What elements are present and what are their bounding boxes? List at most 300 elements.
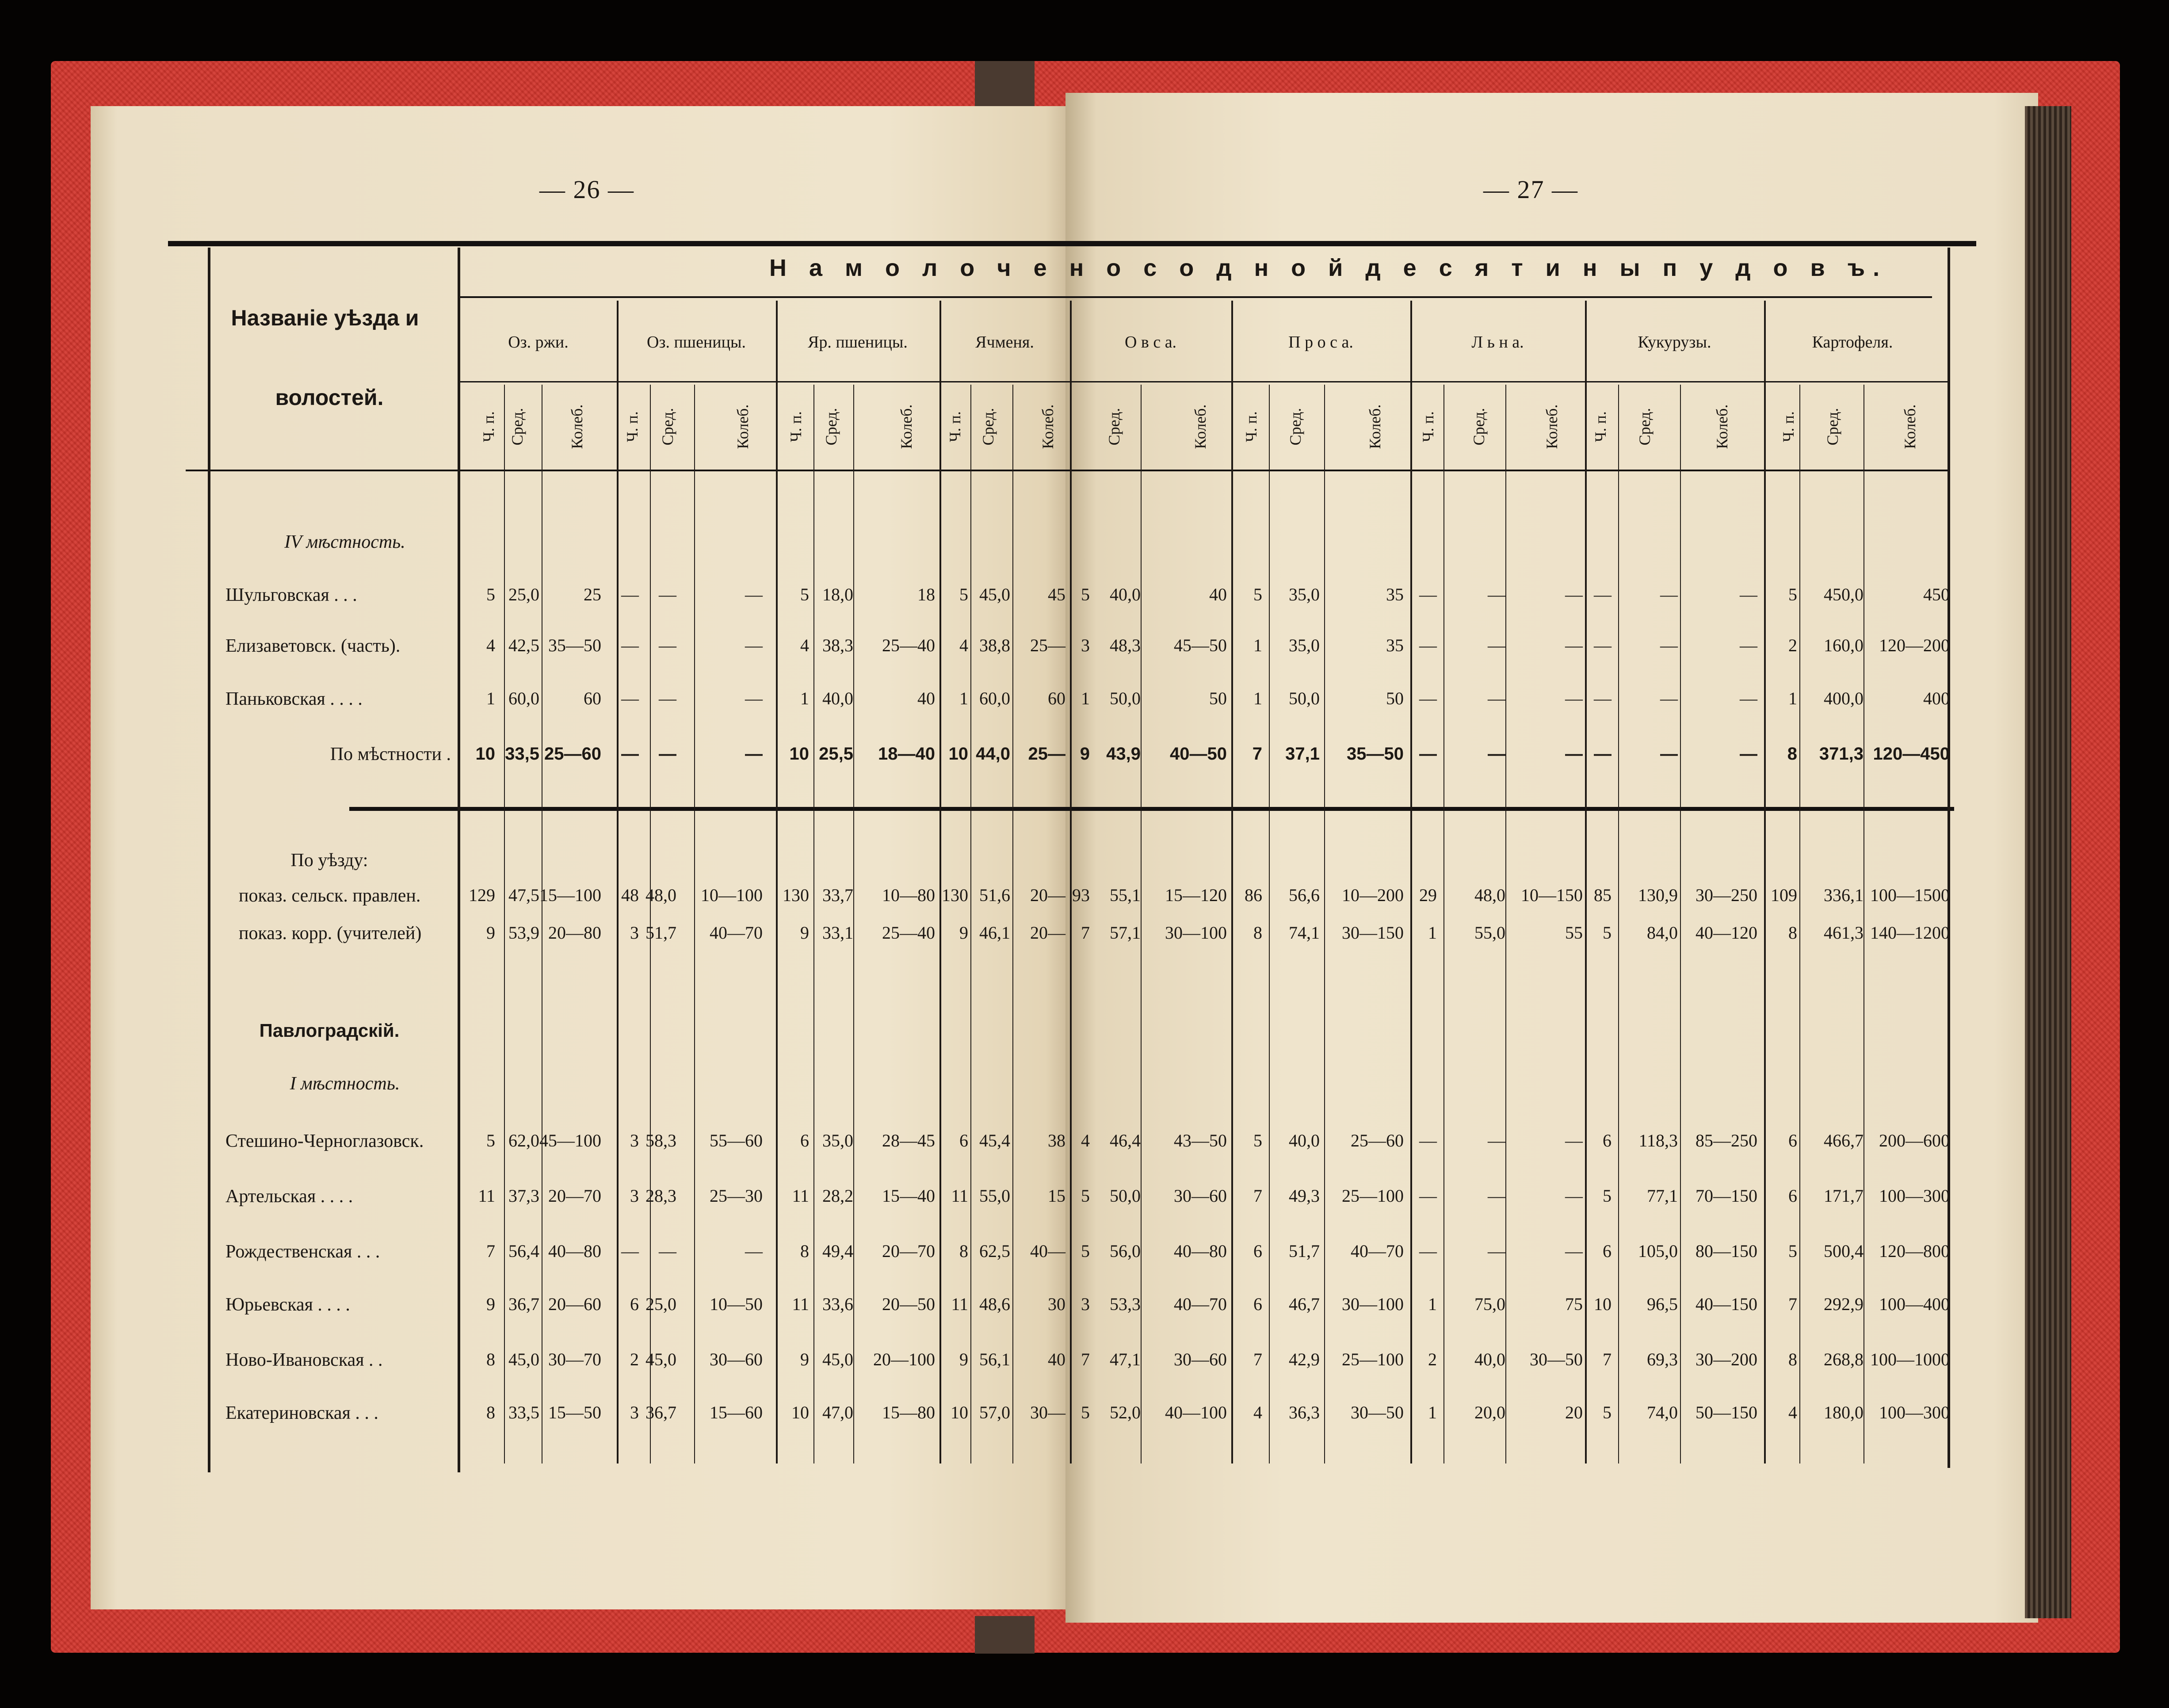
table-cell: 5 xyxy=(1253,1131,1262,1150)
table-cell: 45,0 xyxy=(822,1349,853,1369)
table-cell: 33,5 xyxy=(508,1402,539,1422)
table-cell: 30—150 xyxy=(1342,923,1404,943)
table-cell: 50,0 xyxy=(1289,688,1320,708)
left-page xyxy=(91,106,1072,1609)
table-cell: 40 xyxy=(1048,1349,1065,1369)
table-cell: 4 xyxy=(486,635,495,655)
column-group-header: Ячменя. xyxy=(975,333,1034,352)
row-label: Павлоградскій. xyxy=(259,1020,400,1041)
subcolumn-divider xyxy=(1799,385,1800,1463)
table-cell: 10—100 xyxy=(701,885,763,905)
top-rule xyxy=(168,241,1976,246)
table-cell: 28,3 xyxy=(645,1186,676,1206)
table-cell: 15—50 xyxy=(548,1402,601,1422)
group-divider xyxy=(617,301,619,1463)
table-cell: 130 xyxy=(942,885,968,905)
table-cell: 130,9 xyxy=(1638,885,1678,905)
table-cell: 40—80 xyxy=(1174,1241,1227,1261)
table-cell: — xyxy=(1594,585,1611,604)
right-border xyxy=(1948,248,1950,1468)
table-cell: — xyxy=(1419,1131,1437,1150)
table-cell: — xyxy=(1488,744,1505,764)
table-cell: 3 xyxy=(630,1402,639,1422)
table-cell: 268,8 xyxy=(1824,1349,1864,1369)
table-cell: 6 xyxy=(1253,1241,1262,1261)
table-cell: 7 xyxy=(1253,1349,1262,1369)
table-cell: 25—100 xyxy=(1342,1186,1404,1206)
table-cell: 8 xyxy=(1788,1349,1797,1369)
table-cell: 25,0 xyxy=(508,585,539,604)
row-label: Елизаветовск. (часть). xyxy=(225,636,401,656)
table-cell: 30—70 xyxy=(548,1349,601,1369)
table-cell: 86 xyxy=(1245,885,1262,905)
table-cell: 1 xyxy=(486,688,495,708)
table-cell: 10 xyxy=(475,744,495,764)
table-cell: 7 xyxy=(1081,923,1090,943)
subcolumn-divider xyxy=(1618,385,1619,1463)
subcolumn-header-range: Колеб. xyxy=(1713,404,1731,449)
table-cell: 45—100 xyxy=(539,1131,601,1150)
table-cell: 100—300 xyxy=(1879,1186,1950,1206)
row-label: Стешино-Черноглазовск. xyxy=(225,1131,424,1151)
group-divider xyxy=(1070,301,1072,1463)
table-cell: 46,4 xyxy=(1110,1131,1141,1150)
table-cell: 5 xyxy=(486,585,495,604)
row-label: IV мѣстность. xyxy=(284,532,405,552)
table-cell: 44,0 xyxy=(976,744,1010,764)
table-cell: 40—50 xyxy=(1170,744,1227,764)
table-cell: 58,3 xyxy=(645,1131,676,1150)
table-cell: 5 xyxy=(1253,585,1262,604)
table-cell: 20—70 xyxy=(548,1186,601,1206)
table-cell: 8 xyxy=(1253,923,1262,943)
table-cell: — xyxy=(1740,635,1757,655)
table-cell: 57,0 xyxy=(979,1402,1010,1422)
table-cell: 30—100 xyxy=(1342,1294,1404,1314)
table-cell: 50 xyxy=(1386,688,1404,708)
table-cell: 20—50 xyxy=(882,1294,935,1314)
table-cell: 8 xyxy=(959,1241,968,1261)
table-cell: 1 xyxy=(1253,688,1262,708)
table-cell: 100—1000 xyxy=(1870,1349,1950,1369)
table-cell: 100—300 xyxy=(1879,1402,1950,1422)
table-cell: 5 xyxy=(1788,585,1797,604)
table-cell: 10 xyxy=(791,1402,809,1422)
table-cell: 1 xyxy=(959,688,968,708)
table-cell: — xyxy=(1565,688,1583,708)
table-cell: 55,1 xyxy=(1110,885,1141,905)
table-cell: 74,0 xyxy=(1647,1402,1678,1422)
table-cell: — xyxy=(1488,1186,1505,1206)
table-cell: 48,6 xyxy=(979,1294,1010,1314)
table-cell: 10—200 xyxy=(1342,885,1404,905)
table-cell: 40 xyxy=(917,688,935,708)
table-cell: — xyxy=(1419,635,1437,655)
table-cell: 109 xyxy=(1771,885,1797,905)
table-cell: 20—60 xyxy=(548,1294,601,1314)
table-cell: 8 xyxy=(486,1349,495,1369)
row-label: По уѣзду: xyxy=(290,850,368,871)
table-cell: 48 xyxy=(621,885,639,905)
table-cell: 171,7 xyxy=(1824,1186,1864,1206)
table-cell: 6 xyxy=(1253,1294,1262,1314)
table-cell: 38 xyxy=(1048,1131,1065,1150)
table-cell: — xyxy=(1565,1131,1583,1150)
table-cell: 35,0 xyxy=(822,1131,853,1150)
table-cell: 48,0 xyxy=(645,885,676,905)
table-cell: 33,7 xyxy=(822,885,853,905)
section-rule xyxy=(349,807,1954,811)
table-cell: 35 xyxy=(1386,635,1404,655)
table-cell: 50—150 xyxy=(1695,1402,1757,1422)
table-cell: 118,3 xyxy=(1638,1131,1678,1150)
table-cell: 35 xyxy=(1386,585,1404,604)
subcolumn-divider xyxy=(1680,385,1681,1463)
page-number-left: — 26 — xyxy=(539,175,634,204)
table-cell: 56,0 xyxy=(1110,1241,1141,1261)
table-cell: — xyxy=(1419,585,1437,604)
table-cell: 30—50 xyxy=(1530,1349,1583,1369)
table-cell: 62,0 xyxy=(508,1131,539,1150)
table-cell: 30—60 xyxy=(1174,1186,1227,1206)
table-cell: 45—50 xyxy=(1174,635,1227,655)
table-cell: 4 xyxy=(1081,1131,1090,1150)
table-cell: 18,0 xyxy=(822,585,853,604)
table-cell: 9 xyxy=(800,1349,809,1369)
table-cell: — xyxy=(1565,1186,1583,1206)
table-cell: 10—80 xyxy=(882,885,935,905)
table-cell: 5 xyxy=(1603,923,1611,943)
table-cell: 292,9 xyxy=(1824,1294,1864,1314)
subcolumn-header-n: Ч. п. xyxy=(623,411,641,442)
table-cell: 180,0 xyxy=(1824,1402,1864,1422)
table-cell: 56,1 xyxy=(979,1349,1010,1369)
table-cell: 15—80 xyxy=(882,1402,935,1422)
table-cell: 38,8 xyxy=(979,635,1010,655)
table-cell: 20—70 xyxy=(882,1241,935,1261)
table-cell: 1 xyxy=(1253,635,1262,655)
table-cell: 5 xyxy=(1603,1186,1611,1206)
subcolumn-divider xyxy=(1012,385,1013,1463)
table-cell: 93 xyxy=(1072,885,1090,905)
table-cell: 53,3 xyxy=(1110,1294,1141,1314)
group-divider xyxy=(1585,301,1587,1463)
table-cell: 36,3 xyxy=(1289,1402,1320,1422)
table-cell: — xyxy=(659,635,676,655)
table-cell: 20 xyxy=(1565,1402,1583,1422)
table-cell: 15—40 xyxy=(882,1186,935,1206)
table-cell: 9 xyxy=(486,923,495,943)
table-cell: 60 xyxy=(584,688,601,708)
table-cell: 55 xyxy=(1565,923,1583,943)
table-cell: 450 xyxy=(1923,585,1950,604)
subcolumn-divider xyxy=(694,385,695,1463)
table-cell: 120—800 xyxy=(1879,1241,1950,1261)
right-page xyxy=(1065,93,2038,1623)
table-cell: 2 xyxy=(630,1349,639,1369)
table-cell: 6 xyxy=(1603,1241,1611,1261)
table-cell: 49,3 xyxy=(1289,1186,1320,1206)
name-column-header: волостей. xyxy=(275,385,384,410)
table-cell: — xyxy=(1660,635,1678,655)
spine-binding-bottom xyxy=(975,1616,1035,1654)
table-cell: — xyxy=(659,688,676,708)
table-cell: 46,1 xyxy=(979,923,1010,943)
table-cell: 3 xyxy=(630,1131,639,1150)
subcolumn-header-n: Ч. п. xyxy=(787,411,805,442)
table-cell: — xyxy=(659,1241,676,1261)
table-cell: — xyxy=(1488,635,1505,655)
table-cell: 8 xyxy=(486,1402,495,1422)
table-cell: 35,0 xyxy=(1289,585,1320,604)
table-cell: 9 xyxy=(1080,744,1090,764)
table-cell: 400,0 xyxy=(1824,688,1864,708)
row-label: Юрьевская . . . . xyxy=(225,1295,350,1315)
table-cell: 500,4 xyxy=(1824,1241,1864,1261)
subcolumn-divider xyxy=(853,385,854,1463)
table-cell: — xyxy=(1740,744,1757,764)
table-cell: 46,7 xyxy=(1289,1294,1320,1314)
subcolumn-divider xyxy=(1505,385,1506,1463)
table-cell: 3 xyxy=(1081,635,1090,655)
table-cell: 60,0 xyxy=(508,688,539,708)
subcolumn-header-range: Колеб. xyxy=(1191,404,1209,449)
table-cell: 55—60 xyxy=(710,1131,763,1150)
table-cell: 6 xyxy=(630,1294,639,1314)
table-cell: 55,0 xyxy=(1474,923,1505,943)
subcolumn-header-avg: Сред. xyxy=(508,408,526,446)
table-cell: 7 xyxy=(1788,1294,1797,1314)
table-cell: 36,7 xyxy=(508,1294,539,1314)
table-cell: — xyxy=(1594,688,1611,708)
table-cell: — xyxy=(1740,688,1757,708)
table-cell: 28,2 xyxy=(822,1186,853,1206)
subcolumn-header-n: Ч. п. xyxy=(1242,411,1260,442)
table-cell: 20—80 xyxy=(548,923,601,943)
column-group-header: Кукурузы. xyxy=(1638,333,1711,352)
table-cell: — xyxy=(1565,1241,1583,1261)
table-cell: 40 xyxy=(1209,585,1227,604)
table-cell: 45,0 xyxy=(645,1349,676,1369)
table-cell: — xyxy=(1594,635,1611,655)
table-cell: — xyxy=(1565,744,1583,764)
row-label: Паньковская . . . . xyxy=(225,689,363,709)
row-label: I мѣстность. xyxy=(290,1074,400,1094)
table-cell: 5 xyxy=(959,585,968,604)
table-cell: — xyxy=(621,1241,639,1261)
column-group-header: О в с а. xyxy=(1124,333,1177,352)
table-cell: 6 xyxy=(1603,1131,1611,1150)
table-cell: 5 xyxy=(1081,585,1090,604)
subcolumn-header-avg: Сред. xyxy=(1470,408,1488,446)
table-cell: 5 xyxy=(1603,1402,1611,1422)
table-cell: 38,3 xyxy=(822,635,853,655)
table-cell: — xyxy=(1565,635,1583,655)
subcolumn-header-avg: Сред. xyxy=(1824,408,1841,446)
table-cell: 20,0 xyxy=(1474,1402,1505,1422)
table-cell: 30—200 xyxy=(1695,1349,1757,1369)
table-cell: — xyxy=(621,688,639,708)
table-cell: 70—150 xyxy=(1695,1186,1757,1206)
subcolumn-header-range: Колеб. xyxy=(1366,404,1384,449)
table-cell: 129 xyxy=(469,885,495,905)
table-cell: — xyxy=(1488,585,1505,604)
table-cell: 48,3 xyxy=(1110,635,1141,655)
subcolumn-header-avg: Сред. xyxy=(1287,408,1304,446)
table-cell: 4 xyxy=(1253,1402,1262,1422)
table-cell: 56,4 xyxy=(508,1241,539,1261)
subcolumn-header-avg: Сред. xyxy=(979,408,997,446)
table-cell: 52,0 xyxy=(1110,1402,1141,1422)
table-cell: 43,9 xyxy=(1106,744,1141,764)
table-cell: 40—150 xyxy=(1695,1294,1757,1314)
table-cell: 74,1 xyxy=(1289,923,1320,943)
table-cell: 30— xyxy=(1030,1402,1065,1422)
table-cell: 1 xyxy=(1081,688,1090,708)
column-group-header: Л ь н а. xyxy=(1471,333,1524,352)
table-cell: — xyxy=(1488,1131,1505,1150)
table-cell: 9 xyxy=(959,1349,968,1369)
table-cell: 9 xyxy=(959,923,968,943)
subcolumn-header-n: Ч. п. xyxy=(1592,411,1609,442)
subcolumn-divider xyxy=(1443,385,1444,1463)
table-cell: 25—60 xyxy=(544,744,601,764)
table-cell: 15—100 xyxy=(539,885,601,905)
table-cell: 57,1 xyxy=(1110,923,1141,943)
table-cell: — xyxy=(1488,688,1505,708)
table-cell: 42,5 xyxy=(508,635,539,655)
table-cell: 7 xyxy=(1081,1349,1090,1369)
table-cell: 15—60 xyxy=(710,1402,763,1422)
name-column-divider xyxy=(458,248,460,1472)
table-cell: 50,0 xyxy=(1110,1186,1141,1206)
subcolumn-divider xyxy=(504,385,505,1463)
table-cell: 5 xyxy=(1081,1241,1090,1261)
table-cell: — xyxy=(1740,585,1757,604)
table-cell: 4 xyxy=(800,635,809,655)
table-cell: 47,5 xyxy=(508,885,539,905)
table-cell: 40— xyxy=(1030,1241,1065,1261)
table-cell: 7 xyxy=(1252,744,1262,764)
table-cell: 461,3 xyxy=(1824,923,1864,943)
subcolumn-divider xyxy=(970,385,971,1463)
subcolumn-header-avg: Сред. xyxy=(822,408,840,446)
row-label: Шульговская . . . xyxy=(225,585,357,605)
table-cell: 47,0 xyxy=(822,1402,853,1422)
table-cell: 336,1 xyxy=(1824,885,1864,905)
table-cell: 7 xyxy=(486,1241,495,1261)
table-cell: 84,0 xyxy=(1647,923,1678,943)
table-cell: 30—60 xyxy=(1174,1349,1227,1369)
subcolumn-header-range: Колеб. xyxy=(1901,404,1919,449)
table-cell: 105,0 xyxy=(1638,1241,1678,1261)
table-cell: 75,0 xyxy=(1474,1294,1505,1314)
table-cell: 120—450 xyxy=(1873,744,1950,764)
subcolumn-header-avg: Сред. xyxy=(1636,408,1653,446)
table-cell: 7 xyxy=(1253,1186,1262,1206)
left-border xyxy=(208,248,210,1472)
table-cell: 6 xyxy=(959,1131,968,1150)
table-cell: 30—60 xyxy=(710,1349,763,1369)
subcolumn-header-n: Ч. п. xyxy=(480,411,497,442)
table-cell: 51,7 xyxy=(645,923,676,943)
subcolumn-divider xyxy=(1141,385,1142,1463)
group-divider xyxy=(939,301,941,1463)
table-cell: 85 xyxy=(1594,885,1611,905)
table-cell: 30 xyxy=(1048,1294,1065,1314)
table-cell: 11 xyxy=(792,1294,809,1314)
table-cell: 11 xyxy=(951,1294,968,1314)
table-cell: 9 xyxy=(800,923,809,943)
row-label: Ново-Ивановская . . xyxy=(225,1350,383,1370)
table-cell: 400 xyxy=(1923,688,1950,708)
table-cell: 85—250 xyxy=(1695,1131,1757,1150)
table-cell: 51,7 xyxy=(1289,1241,1320,1261)
page-edges xyxy=(2025,106,2071,1618)
page-number-right: — 27 — xyxy=(1483,175,1578,204)
subcolumn-header-avg: Сред. xyxy=(1105,408,1123,446)
row-label: Артельская . . . . xyxy=(225,1186,353,1207)
table-cell: 40—70 xyxy=(710,923,763,943)
table-cell: 3 xyxy=(1081,1294,1090,1314)
table-cell: — xyxy=(1419,744,1437,764)
table-cell: 33,5 xyxy=(505,744,539,764)
table-cell: 25— xyxy=(1028,744,1065,764)
table-cell: 100—400 xyxy=(1879,1294,1950,1314)
table-cell: 25—40 xyxy=(882,635,935,655)
table-cell: 130 xyxy=(783,885,809,905)
table-cell: 20—100 xyxy=(873,1349,935,1369)
table-cell: — xyxy=(621,744,639,764)
subcolumn-header-range: Колеб. xyxy=(1543,404,1561,449)
table-cell: 1 xyxy=(1788,688,1797,708)
table-cell: — xyxy=(1660,744,1678,764)
table-cell: 40,0 xyxy=(1289,1131,1320,1150)
column-group-header: Оз. пшеницы. xyxy=(647,333,746,352)
table-cell: 11 xyxy=(792,1186,809,1206)
table-cell: 100—1500 xyxy=(1870,885,1950,905)
table-cell: — xyxy=(745,635,763,655)
table-title: Н а м о л о ч е н о с о д н о й д е с я т и н ы п у д о в ъ. xyxy=(769,255,1888,281)
table-cell: 51,6 xyxy=(979,885,1010,905)
table-cell: — xyxy=(1660,585,1678,604)
table-cell: — xyxy=(1419,1241,1437,1261)
table-cell: 3 xyxy=(630,923,639,943)
table-cell: 140—1200 xyxy=(1870,923,1950,943)
table-cell: — xyxy=(659,585,676,604)
table-cell: 2 xyxy=(1788,635,1797,655)
table-cell: 45,0 xyxy=(979,585,1010,604)
subcolumn-divider xyxy=(1324,385,1325,1463)
table-cell: 50 xyxy=(1209,688,1227,708)
table-cell: — xyxy=(1419,1186,1437,1206)
table-cell: 15 xyxy=(1048,1186,1065,1206)
table-cell: 75 xyxy=(1565,1294,1583,1314)
table-cell: — xyxy=(745,1241,763,1261)
table-cell: 25 xyxy=(584,585,601,604)
table-cell: 35,0 xyxy=(1289,635,1320,655)
table-cell: 29 xyxy=(1419,885,1437,905)
table-cell: 18 xyxy=(917,585,935,604)
table-cell: 40—70 xyxy=(1351,1241,1404,1261)
subcolumn-header-range: Колеб. xyxy=(568,404,586,449)
table-cell: 3 xyxy=(630,1186,639,1206)
table-cell: 55,0 xyxy=(979,1186,1010,1206)
table-cell: 466,7 xyxy=(1824,1131,1864,1150)
table-cell: 10 xyxy=(948,744,968,764)
table-cell: 25—30 xyxy=(710,1186,763,1206)
table-cell: 25—60 xyxy=(1351,1131,1404,1150)
